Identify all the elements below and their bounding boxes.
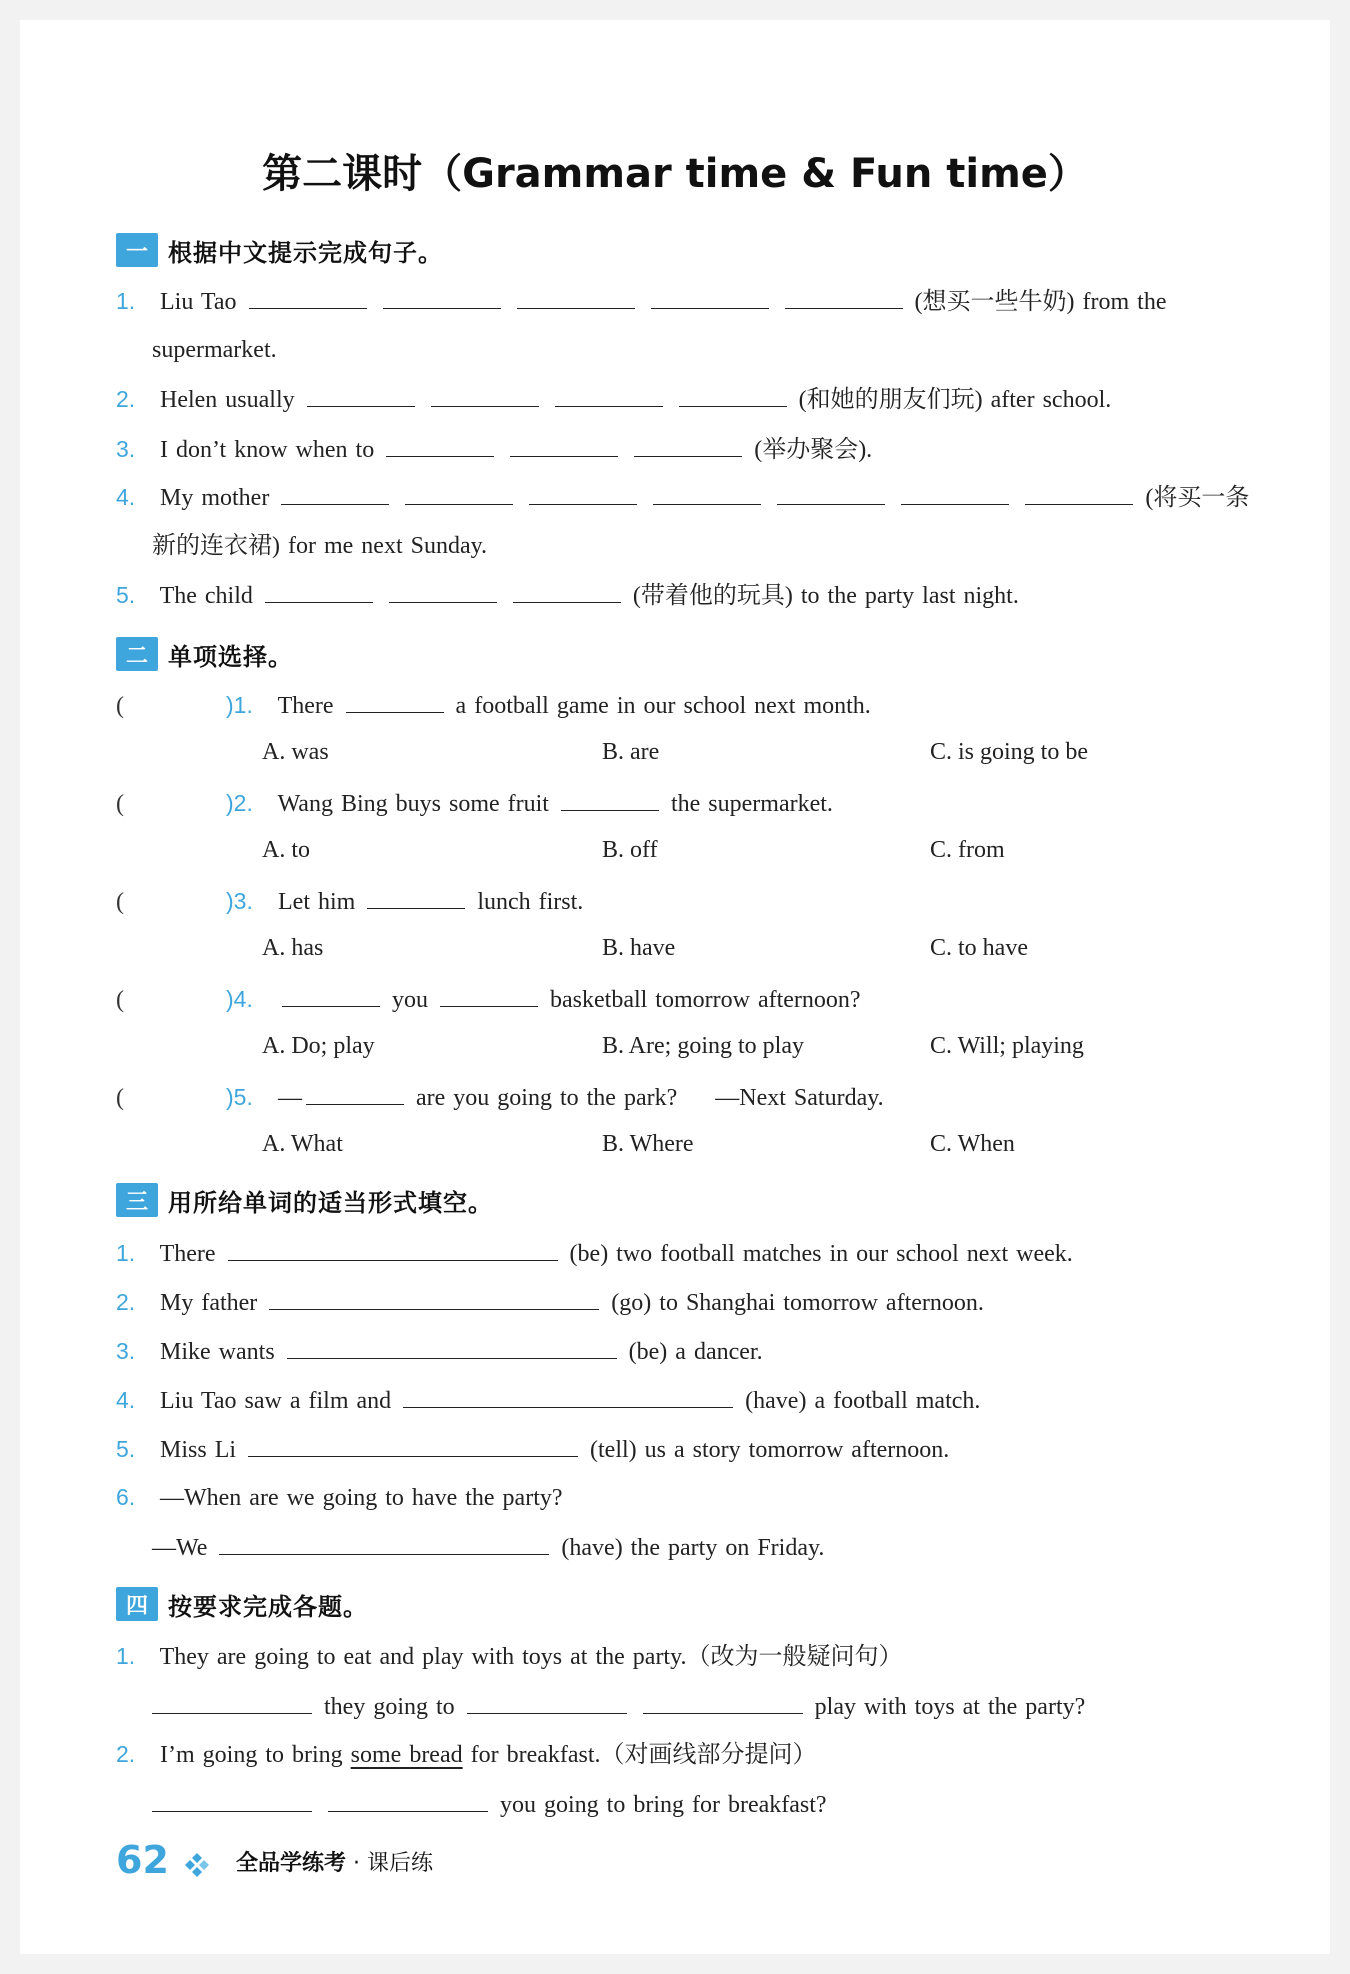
p3-q4 [116, 1381, 980, 1417]
answer-blank[interactable] [403, 1381, 733, 1408]
p2-q1-option-c[interactable]: C. is going to be [930, 739, 1089, 765]
answer-blank[interactable] [431, 380, 539, 407]
question-text: Helen usually [160, 387, 295, 413]
page-number: 62 [116, 1838, 169, 1882]
question-text: a football game in our school next month. [455, 693, 871, 719]
question-text: lunch first. [477, 889, 584, 915]
p1-q4-cont: 新的连衣裙) for me next Sunday. [152, 533, 488, 559]
p1-q1 [116, 282, 1167, 318]
section-4-header [116, 1586, 368, 1622]
answer-blank[interactable] [513, 576, 621, 603]
question-text: you [392, 987, 428, 1013]
answer-blank[interactable] [643, 1687, 803, 1714]
answer-blank[interactable] [405, 478, 513, 505]
question-hint: (举办聚会). [754, 437, 873, 463]
p2-q3-option-c[interactable]: C. to have [930, 935, 1028, 961]
question-reply: —Next Saturday. [715, 1085, 884, 1111]
p3-q2 [116, 1283, 984, 1319]
answer-blank[interactable] [517, 282, 635, 309]
p3-q1 [116, 1234, 1073, 1270]
answer-blank[interactable] [653, 478, 761, 505]
question-text: for breakfast.（对画线部分提问） [470, 1742, 817, 1768]
p1-q4 [116, 478, 1249, 514]
question-text: Liu Tao saw a film and [160, 1388, 392, 1414]
answer-blank[interactable] [679, 380, 787, 407]
p2-q2-option-b[interactable]: B. off [602, 837, 658, 863]
answer-blank[interactable] [555, 380, 663, 407]
p2-q1-option-a[interactable]: A. was [262, 739, 329, 765]
p1-q5 [116, 576, 1019, 612]
p2-q3 [116, 882, 583, 918]
question-text: Liu Tao [160, 289, 237, 315]
worksheet-page [20, 20, 1330, 1954]
answer-blank [561, 784, 659, 811]
section-3-title: 用所给单词的适当形式填空。 [168, 1188, 493, 1217]
section-1-title: 根据中文提示完成句子。 [168, 238, 443, 267]
p1-q2 [116, 380, 1111, 416]
answer-blank[interactable] [634, 430, 742, 457]
question-text: My father [160, 1290, 258, 1316]
question-number: 4. [116, 1387, 136, 1413]
question-text: There [277, 693, 334, 719]
p1-q3 [116, 430, 872, 466]
answer-blank[interactable] [269, 1283, 599, 1310]
p3-q6-answer [152, 1528, 824, 1564]
answer-paren[interactable]: ( [116, 1085, 124, 1111]
answer-blank[interactable] [1025, 478, 1133, 505]
answer-blank[interactable] [152, 1785, 312, 1812]
p4-q1 [116, 1638, 903, 1674]
p2-q2-option-a[interactable]: A. to [262, 837, 310, 863]
brand-name: 全品学练考 [236, 1851, 347, 1876]
p2-q4-option-c[interactable]: C. Will; playing [930, 1033, 1084, 1059]
question-number: )4. [226, 986, 253, 1012]
question-text: (be) a dancer. [628, 1339, 763, 1365]
question-number: 1. [116, 1643, 136, 1669]
question-text: The child [159, 583, 253, 609]
answer-blank[interactable] [467, 1687, 627, 1714]
question-number: 2. [116, 1289, 136, 1315]
question-number: 1. [116, 1240, 136, 1266]
question-text: you going to bring for breakfast? [500, 1792, 827, 1818]
question-number: 1. [116, 288, 136, 314]
section-3-badge: 三 [116, 1183, 158, 1217]
question-text: (go) to Shanghai tomorrow afternoon. [611, 1290, 984, 1316]
question-text: (tell) us a story tomorrow afternoon. [590, 1437, 950, 1463]
answer-blank[interactable] [228, 1234, 558, 1261]
answer-blank[interactable] [248, 1430, 578, 1457]
p2-q2 [116, 784, 833, 820]
p2-q4-option-a[interactable]: A. Do; play [262, 1033, 375, 1059]
answer-blank [306, 1078, 404, 1105]
answer-blank[interactable] [152, 1687, 312, 1714]
question-number: )5. [226, 1084, 253, 1110]
question-hint: (和她的朋友们玩) after school. [798, 387, 1112, 413]
answer-blank [440, 980, 538, 1007]
p2-q2-option-c[interactable]: C. from [930, 837, 1005, 863]
answer-blank[interactable] [281, 478, 389, 505]
p2-q3-option-b[interactable]: B. have [602, 935, 676, 961]
answer-blank[interactable] [529, 478, 637, 505]
question-text: they going to [324, 1694, 455, 1720]
answer-paren[interactable]: ( [116, 693, 124, 719]
p1-q1-cont: supermarket. [152, 337, 277, 363]
p3-q6 [116, 1479, 563, 1515]
question-text: They are going to eat and play with toys at the party.（改为一般疑问句） [159, 1644, 903, 1670]
question-text: I’m going to bring [160, 1742, 343, 1768]
section-2-title: 单项选择。 [168, 642, 293, 671]
answer-blank[interactable] [219, 1528, 549, 1555]
answer-blank[interactable] [265, 576, 373, 603]
p2-q1 [116, 686, 871, 722]
answer-blank[interactable] [287, 1332, 617, 1359]
answer-blank[interactable] [777, 478, 885, 505]
question-text: I don’t know when to [160, 437, 375, 463]
p2-q4-option-b[interactable]: B. Are; going to play [602, 1033, 804, 1059]
answer-blank[interactable] [307, 380, 415, 407]
question-text: Let him [278, 889, 356, 915]
footer-brand [236, 1846, 433, 1877]
answer-blank[interactable] [389, 576, 497, 603]
question-text: —When are we going to have the party? [160, 1485, 563, 1511]
question-text: basketball tomorrow afternoon? [550, 987, 861, 1013]
section-4-badge: 四 [116, 1587, 158, 1621]
answer-paren[interactable]: ( [116, 791, 124, 817]
question-text: Miss Li [160, 1437, 237, 1463]
footer-subtitle: 课后练 [367, 1851, 434, 1876]
answer-blank[interactable] [651, 282, 769, 309]
section-3-header [116, 1182, 493, 1218]
p3-q3 [116, 1332, 763, 1368]
p4-q2-answer [148, 1785, 827, 1821]
question-hint: (带着他的玩具) to the party last night. [632, 583, 1019, 609]
question-text: are you going to the park? [416, 1085, 678, 1111]
question-text: Mike wants [160, 1339, 275, 1365]
section-2-badge: 二 [116, 637, 158, 671]
question-number: )3. [226, 888, 253, 914]
question-text: —We [152, 1535, 208, 1561]
p4-q2 [116, 1736, 817, 1772]
question-text: My mother [160, 485, 270, 511]
answer-blank[interactable] [785, 282, 903, 309]
question-number: 5. [116, 1436, 136, 1462]
section-4-title: 按要求完成各题。 [168, 1592, 368, 1621]
answer-blank [282, 980, 380, 1007]
answer-blank[interactable] [510, 430, 618, 457]
p2-q4 [116, 980, 861, 1016]
p3-q5 [116, 1430, 949, 1466]
section-1-header [116, 232, 443, 268]
p2-q5-option-a[interactable]: A. What [262, 1131, 343, 1157]
answer-blank[interactable] [249, 282, 367, 309]
question-text: There [159, 1241, 216, 1267]
question-number: )1. [226, 692, 253, 718]
underlined-phrase: some bread [350, 1742, 463, 1768]
question-text: the supermarket. [670, 791, 833, 817]
p2-q1-option-b[interactable]: B. are [602, 739, 660, 765]
answer-paren[interactable]: ( [116, 889, 124, 915]
question-text: (have) the party on Friday. [561, 1535, 825, 1561]
question-number: 3. [116, 1338, 136, 1364]
section-1-badge: 一 [116, 233, 158, 267]
question-text: Wang Bing buys some fruit [277, 791, 549, 817]
question-text: — [278, 1085, 302, 1111]
answer-blank [367, 882, 465, 909]
answer-blank[interactable] [328, 1785, 488, 1812]
question-number: 5. [116, 582, 136, 608]
answer-blank[interactable] [383, 282, 501, 309]
answer-paren[interactable]: ( [116, 987, 124, 1013]
question-number: 2. [116, 386, 136, 412]
question-text: play with toys at the party? [814, 1694, 1086, 1720]
p2-q3-option-a[interactable]: A. has [262, 935, 324, 961]
question-hint: (想买一些牛奶) from the [914, 289, 1167, 315]
question-number: 3. [116, 436, 136, 462]
question-number: )2. [226, 790, 253, 816]
question-text: (be) two football matches in our school next week. [569, 1241, 1073, 1267]
diamond-cluster-icon [184, 1852, 210, 1878]
question-number: 6. [116, 1484, 136, 1510]
p2-q5 [116, 1078, 884, 1114]
footer-dot: · [353, 1851, 361, 1876]
answer-blank[interactable] [901, 478, 1009, 505]
question-number: 4. [116, 484, 136, 510]
question-text: (have) a football match. [745, 1388, 981, 1414]
page-title: 第二课时（Grammar time & Fun time） [262, 151, 1088, 197]
answer-blank [346, 686, 444, 713]
answer-blank[interactable] [386, 430, 494, 457]
section-2-header [116, 636, 293, 672]
question-hint: (将买一条 [1145, 485, 1250, 511]
p4-q1-answer [148, 1687, 1085, 1723]
p2-q5-option-b[interactable]: B. Where [602, 1131, 694, 1157]
p2-q5-option-c[interactable]: C. When [930, 1131, 1015, 1157]
question-number: 2. [116, 1741, 136, 1767]
